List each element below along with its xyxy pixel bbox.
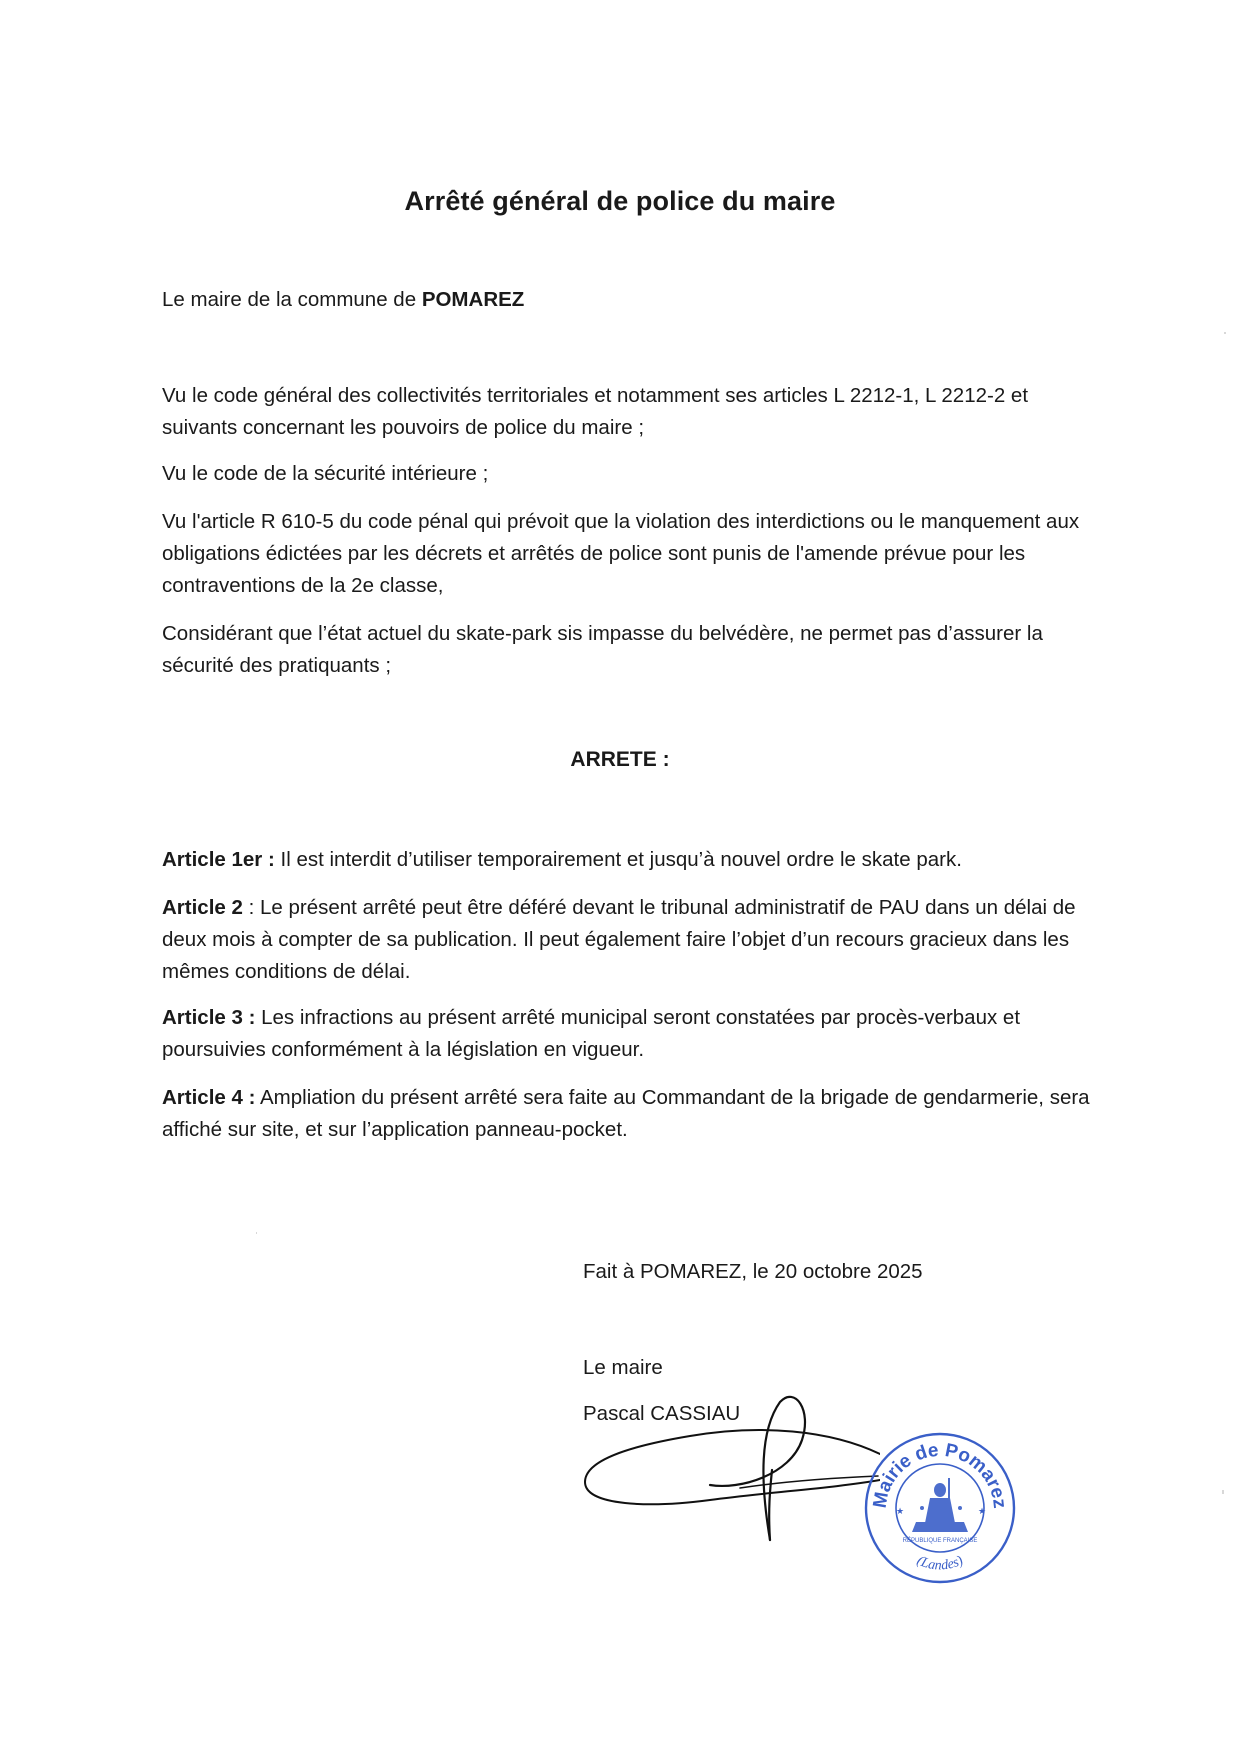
signatory-name: Pascal CASSIAU [583, 1402, 741, 1425]
stamp-bottom-text: (Landes) [914, 1553, 966, 1574]
signatory-role: Le maire [583, 1356, 663, 1379]
place-date: Fait à POMAREZ, le 20 octobre 2025 [583, 1260, 923, 1283]
article-4-label: Article 4 : [162, 1086, 256, 1109]
article-3-text: Les infractions au présent arrêté municipal seront constatées par procès-verbaux et poursuivies conformément à la législation en vigueur. [162, 1006, 1021, 1061]
article-3-label: Article 3 : [162, 1006, 256, 1029]
consideration-3: Vu l'article R 610-5 du code pénal qui prévoit que la violation des interdictions ou le manquement aux obligations édictées par les décrets et arrêtés de police sont punis de l'amende prévue pour les contraventions de la 2e classe, [162, 510, 1080, 597]
article-4 [162, 1082, 1092, 1146]
stamp-banner: RÉPUBLIQUE FRANÇAISE [902, 1538, 978, 1544]
article-2-label: Article 2 [162, 896, 243, 919]
document-title: Arrêté général de police du maire [404, 186, 836, 216]
article-1 [162, 844, 1092, 876]
article-1-text: Il est interdit d’utiliser temporairement et jusqu’à nouvel ordre le skate park. [274, 848, 962, 871]
scan-speck [1224, 332, 1226, 334]
marianne-figure-icon [912, 1478, 968, 1532]
consideration-2: Vu le code de la sécurité intérieure ; [162, 462, 489, 485]
article-2-text: : Le présent arrêté peut être déféré devant le tribunal administratif de PAU dans un délai de deux mois à compter de sa publication. Il peut également faire l’objet d’un recours gracieux dans les mêmes conditions de délai. [162, 896, 1076, 983]
article-4-text: Ampliation du présent arrêté sera faite au Commandant de la brigade de gendarmerie, sera affiché sur site, et sur l’application panneau-pocket. [162, 1086, 1090, 1141]
article-1-label: Article 1er : [162, 848, 275, 871]
consideration-1: Vu le code général des collectivités territoriales et notamment ses articles L 2212-1, L 2212-2 et suivants concernant les pouvoirs de police du maire ; [162, 384, 1029, 439]
article-3 [162, 1002, 1092, 1066]
mairie-stamp [860, 1428, 1020, 1588]
preamble [162, 284, 1092, 316]
article-2 [162, 892, 1092, 988]
scan-speck [256, 1232, 257, 1234]
commune-name: POMAREZ [421, 288, 525, 311]
handwritten-signature [580, 1390, 880, 1570]
stamp-star-left-icon: ★ [896, 1506, 905, 1516]
scan-speck [1222, 1490, 1224, 1494]
stamp-star-right-icon: ★ [978, 1506, 987, 1516]
stamp-top-text: Mairie de Pomarez [869, 1439, 1011, 1510]
preamble-text: Le maire de la commune de [162, 288, 422, 311]
decision-heading: ARRETE : [570, 748, 670, 771]
consideration-4: Considérant que l’état actuel du skate-park sis impasse du belvédère, ne permet pas d’assurer la sécurité des pratiquants ; [162, 622, 1043, 677]
